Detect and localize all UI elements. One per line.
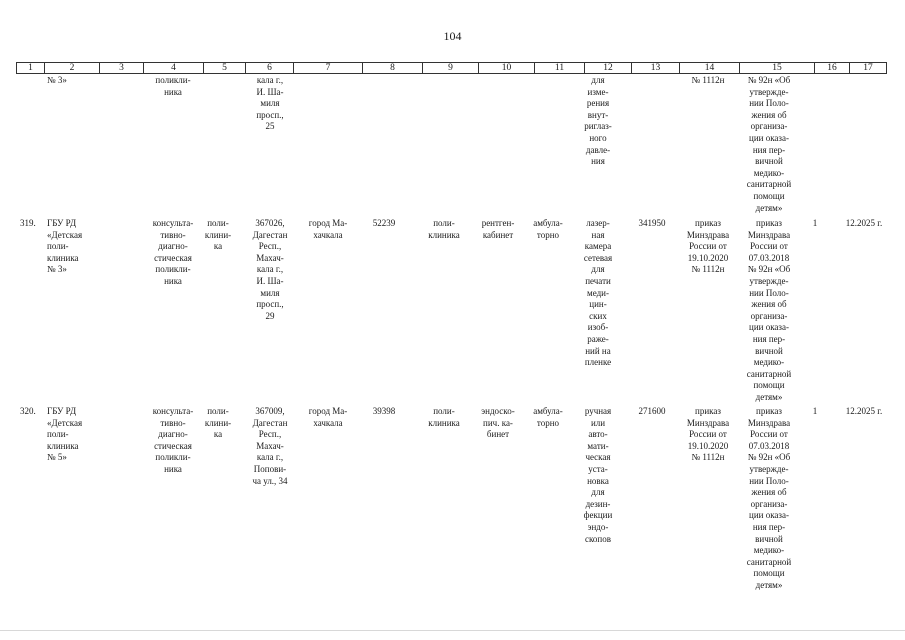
cell-row-number: 320.	[20, 406, 36, 416]
cell-row-number: 319.	[20, 218, 36, 228]
cell-price: 271600	[638, 406, 666, 416]
cell-order: приказ Минздрава России от 19.10.2020 № 1112н	[686, 218, 730, 275]
cell-institution: ГБУ РД «Детская поли- клиника № 3»	[47, 218, 83, 275]
column-header-11: 11	[535, 63, 585, 73]
cell-room: рентген- кабинет	[481, 218, 515, 240]
cell-order: № 1112н	[691, 75, 725, 85]
column-header-13: 13	[632, 63, 680, 73]
column-header-10: 10	[479, 63, 535, 73]
cell-population: 39398	[372, 406, 396, 416]
column-header-6: 6	[246, 63, 294, 73]
cell-facility-type: консульта- тивно- диагно- стическая поликли- ника	[152, 406, 194, 474]
cell-price: 341950	[638, 218, 666, 228]
cell-equipment: ручная или авто- мати- ческая уста- новка для дезин- фекции эндо- скопов	[583, 406, 613, 544]
cell-subdivision: поли- клиника	[428, 406, 460, 428]
cell-address: 367009, Дагестан Респ., Махач- кала г., Попови- ча ул., 34	[252, 406, 288, 486]
cell-regulation: № 92н «Об утвержде- нии Поло- жения об организа- ции оказа- ния пер- вичной медико- санитарной помощи детям»	[746, 75, 792, 213]
column-header-8: 8	[363, 63, 423, 73]
column-header-1: 1	[17, 63, 45, 73]
cell-quantity: 1	[812, 406, 818, 416]
cell-order: приказ Минздрава России от 19.10.2020 № 1112н	[686, 406, 730, 463]
column-header-5: 5	[204, 63, 246, 73]
cell-address: 367026, Дагестан Респ., Махач- кала г., И. Ша- миля просп., 29	[252, 218, 288, 321]
cell-population: 52239	[372, 218, 396, 228]
cell-institution: № 3»	[47, 75, 67, 85]
cell-regulation: приказ Минздрава России от 07.03.2018 № 92н «Об утвержде- нии Поло- жения об организа- ции оказа- ния пер- вичной медико- санитарной помощи детям»	[746, 406, 792, 590]
cell-facility-type: консульта- тивно- диагно- стическая поликли- ника	[152, 218, 194, 286]
cell-equipment: для изме- рения внут- риглаз- ного давле- ния	[584, 75, 612, 167]
column-header-4: 4	[144, 63, 204, 73]
cell-deadline: 12.2025 г.	[845, 218, 883, 228]
cell-care-form: амбула- торно	[533, 218, 563, 240]
column-header-17: 17	[863, 63, 873, 73]
cell-facility-type: поликли- ника	[155, 75, 191, 97]
column-header-2: 2	[45, 63, 100, 73]
cell-institution: ГБУ РД «Детская поли- клиника № 5»	[47, 406, 83, 463]
page-number: 104	[443, 29, 462, 43]
column-header-7: 7	[294, 63, 363, 73]
column-header-9: 9	[423, 63, 479, 73]
cell-address: кала г., И. Ша- миля просп., 25	[256, 75, 284, 132]
cell-subdivision: поли- клиника	[428, 218, 460, 240]
column-header-3: 3	[100, 63, 144, 73]
column-header-14: 14	[680, 63, 740, 73]
cell-quantity: 1	[812, 218, 818, 228]
cell-deadline: 12.2025 г.	[845, 406, 883, 416]
cell-care-form: амбула- торно	[533, 406, 563, 428]
column-header-12: 12	[585, 63, 632, 73]
column-header-15: 15	[740, 63, 815, 73]
column-header-16: 16	[815, 63, 850, 73]
scan-edge-divider	[0, 630, 905, 631]
cell-equipment: лазер- ная камера сетевая для печати меди- цин- ских изоб- раже- ний на пленке	[583, 218, 613, 368]
cell-city: город Ма- хачкала	[308, 406, 348, 428]
cell-room: эндоско- пич. ка- бинет	[481, 406, 515, 440]
cell-unit-type: поли- клини- ка	[204, 406, 232, 440]
cell-unit-type: поли- клини- ка	[204, 218, 232, 252]
table-header-row	[16, 62, 887, 74]
cell-city: город Ма- хачкала	[308, 218, 348, 240]
cell-regulation: приказ Минздрава России от 07.03.2018 № 92н «Об утвержде- нии Поло- жения об организа- ции оказа- ния пер- вичной медико- санитарной помощи детям»	[746, 218, 792, 402]
